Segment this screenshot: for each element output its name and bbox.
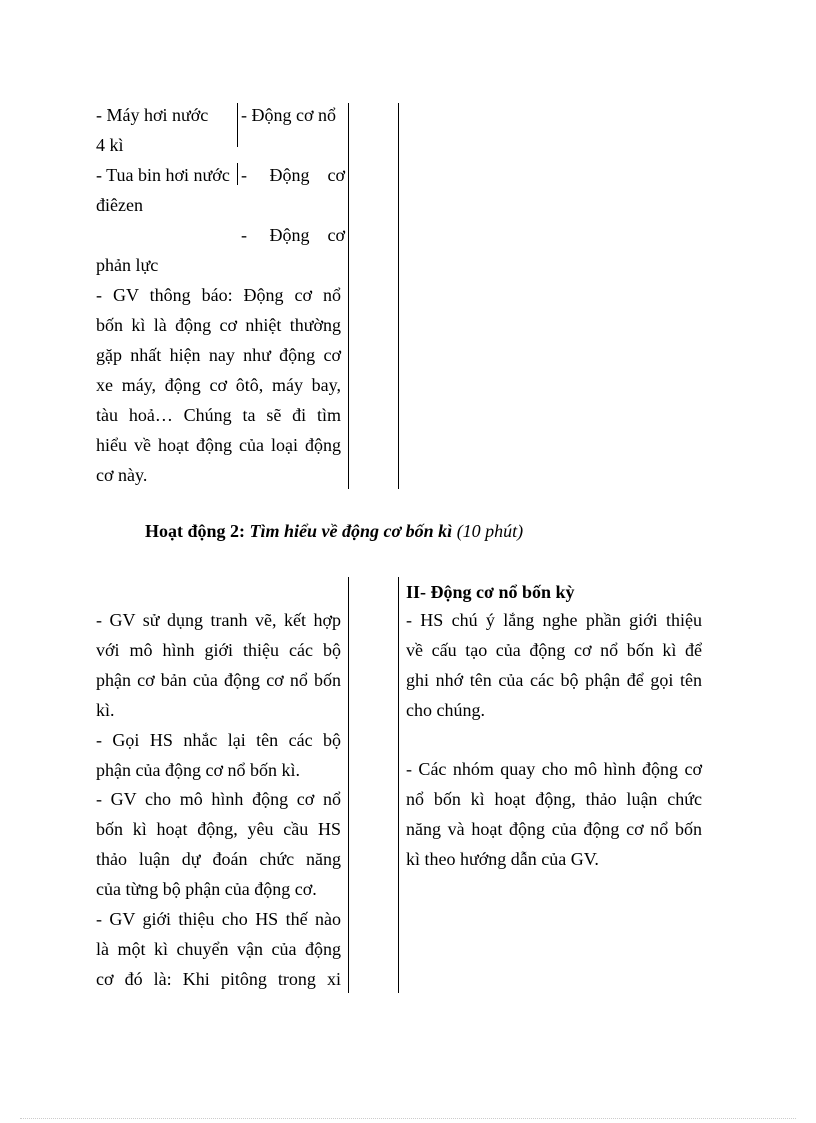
page-bottom-rule <box>20 1118 796 1119</box>
text-line: về cấu tạo của động cơ nổ bốn kì để <box>406 640 702 660</box>
text-line: - Động cơ <box>241 165 346 185</box>
text-line: kì theo hướng dẫn của GV. <box>406 849 599 869</box>
text-line: nổ bốn kì hoạt động, thảo luận chức <box>406 789 702 809</box>
text-line: - Động cơ <box>241 225 346 245</box>
text-line: cơ này. <box>96 465 148 485</box>
text-line: - HS chú ý lắng nghe phần giới thiệu <box>406 610 702 630</box>
activity-heading <box>145 520 523 542</box>
text-line: tàu hoả… Chúng ta sẽ đi tìm <box>96 405 341 425</box>
text-line: - Các nhóm quay cho mô hình động cơ <box>406 759 702 779</box>
text-line: - GV giới thiệu cho HS thế nào <box>96 909 341 929</box>
text-line: là một kì chuyển vận của động <box>96 939 341 959</box>
text-line: bốn kì hoạt động, yêu cầu HS <box>96 819 341 839</box>
text-line: điêzen <box>96 195 143 215</box>
text-line: - GV cho mô hình động cơ nổ <box>96 789 341 809</box>
text-line: phận cơ bản của động cơ nổ bốn <box>96 670 341 690</box>
heading-title: Tìm hiểu về động cơ bốn kì <box>249 521 453 541</box>
text-line: - GV sử dụng tranh vẽ, kết hợp <box>96 610 341 630</box>
text-line: phận của động cơ nổ bốn kì. <box>96 760 300 780</box>
text-line: với mô hình giới thiệu các bộ <box>96 640 341 660</box>
heading-label: Hoạt động 2: <box>145 521 250 541</box>
heading-duration: (10 phút) <box>452 521 524 541</box>
top-table-divider-inner <box>237 163 238 185</box>
text-line: - GV thông báo: Động cơ nổ <box>96 285 341 305</box>
top-table-divider-mid <box>348 103 349 489</box>
top-table-divider-left <box>237 103 238 147</box>
text-line: hiểu về hoạt động của loại động <box>96 435 341 455</box>
text-line: xe máy, động cơ ôtô, máy bay, <box>96 375 341 395</box>
top-table-divider-right <box>398 103 399 489</box>
text-line: năng và hoạt động của động cơ nổ bốn <box>406 819 702 839</box>
section-title: II- Động cơ nổ bốn kỳ <box>406 582 575 602</box>
text-line: của từng bộ phận của động cơ. <box>96 879 317 899</box>
text-line: - Tua bin hơi nước <box>96 165 230 185</box>
text-line: ghi nhớ tên của các bộ phận để gọi tên <box>406 670 702 690</box>
bottom-table-divider-left <box>348 577 349 993</box>
text-line: - Động cơ nổ <box>241 105 337 125</box>
text-line: phản lực <box>96 255 159 275</box>
text-line: cơ đó là: Khi pitông trong xi <box>96 969 341 989</box>
text-line: - Gọi HS nhắc lại tên các bộ <box>96 730 341 750</box>
text-line: cho chúng. <box>406 700 485 720</box>
text-line: kì. <box>96 700 115 720</box>
bottom-table-divider-right <box>398 577 399 993</box>
text-line: - Máy hơi nước <box>96 105 209 125</box>
text-line: gặp nhất hiện nay như động cơ <box>96 345 341 365</box>
text-line: thảo luận dự đoán chức năng <box>96 849 341 869</box>
text-line: 4 kì <box>96 135 124 155</box>
text-line: bốn kì là động cơ nhiệt thường <box>96 315 341 335</box>
